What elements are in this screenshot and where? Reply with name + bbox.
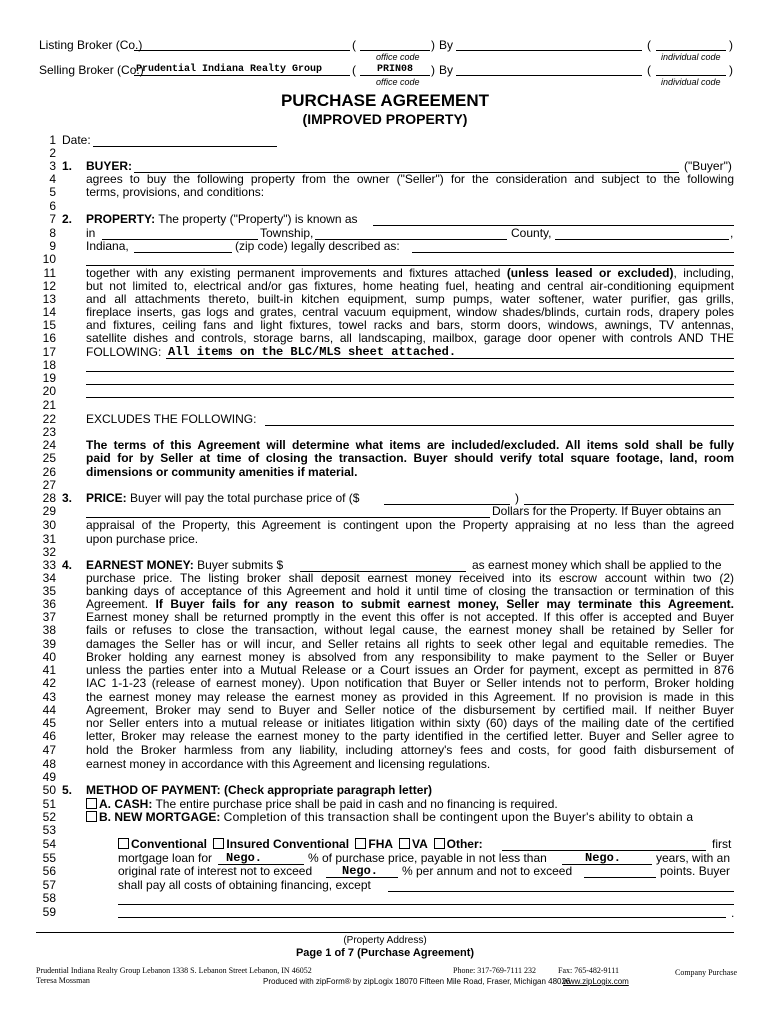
line-number: 16 (42, 331, 56, 345)
s4-line35: banking days of acceptance of this Agreement and hold it until time of closing the transaction or termination of this (86, 584, 734, 598)
s4-line42: IAC 1-1-23 (release of earnest money). Upon notification that Buyer or Seller intends not to perform, Broker holding (86, 676, 734, 690)
line-number: 24 (42, 438, 56, 452)
s4-line44: Agreement, Broker may send to Buyer and Seller notice of the disbursement by certified mail. If neither Buyer (86, 703, 734, 717)
l55b: % of purchase price, payable in not less than (308, 851, 547, 865)
loan-years-value: Nego. (585, 851, 622, 865)
line-number: 23 (42, 425, 56, 439)
line-number: 56 (42, 864, 56, 878)
individual-code-caption: individual code (661, 52, 721, 62)
listing-by-label: By (439, 38, 454, 52)
line-number: 52 (42, 810, 56, 824)
date-label: Date: (62, 133, 91, 147)
line-number: 30 (42, 518, 56, 532)
s3-line31: upon purchase price. (86, 532, 199, 546)
line-number: 21 (42, 398, 56, 412)
cash-label: A. CASH: (99, 797, 153, 811)
line-number: 46 (42, 729, 56, 743)
line-number: 47 (42, 743, 56, 757)
s2-line16: satellite dishes and controls, storage barns, all landscaping, mailbox, garage door opener with controls AND THE (86, 331, 734, 345)
line-number: 40 (42, 650, 56, 664)
line-number: 10 (42, 252, 56, 266)
line-number: 27 (42, 478, 56, 492)
s2-line14: fireplace inserts, gas logs and grates, central vacuum equipment, window shades/blinds, curtain rods, drapery poles (86, 305, 734, 319)
first-label: first (712, 837, 732, 851)
section-1-number: 1. (62, 159, 73, 173)
purchase-agreement-page: Listing Broker (Co.) ( ) By ( ) office code individual code Selling Broker (Co.) Prudential Indiana Realty Group ( PRIN08 ) By ( ) office code individual code PURCHASE AGREEMENT (IMPROVED PROPERTY) 1 2 3 4 5 6 7 8 9 10 11 12 13 14 15 16 17 18 19 20 21 22 23 24 25 26 27 28 29 30 31 32 33 34 35 36 37 38 39 40 41 42 43 44 45 46 47 48 49 50 51 52 53 54 55 56 57 58 59 Date: 1. BUYER: ("Buyer") agrees to buy the following property from the owner ("Seller") for the consideration and subject to the following terms, provisions, and conditions: 2. PROPERTY: The property ("Property") is known as in Township, County, , Indiana, (zip code) legally described as: together with any existing permanent improvements and fixtures attached (unless leased or excluded), including, but not limited to, electrical and/or gas fixtures, home heating fuel, heating and central air-conditioning equipment and all attachments thereto, built-in kitchen equipment, sump pumps, water softener, water purifier, gas grills, fireplace inserts, gas logs and grates, central vacuum equipment, window shades/blinds, curtain rods, drapery poles and fixtures, ceiling fans and light fixtures, towel racks and bars, storm doors, windows, awnings, TV antennas, satellite dishes and controls, storage barns, all landscaping, mailbox, garage door opener with controls AND THE FOLLOWING: All items on the BLC/MLS sheet attached. EXCLUDES THE FOLLOWING: The terms of this Agreement will determine what items are included/excluded. All items sold shall be fully paid for by Seller at time of closing the transaction. Buyer should verify total square footage, land, room dimensions or community amenities if material. 3. PRICE: Buyer will pay the total purchase price of ($ ) Dollars for the Property. If Buyer obtains an appraisal of the Property, this Agreement is contingent upon the Property appraising at no less than the agreed upon purchase price. 4. EARNEST MONEY: Buyer submits $ as earnest money which shall be applied to the purchase price. The listing broker shall deposit earnest money received into its escrow account within two (2) banking days of acceptance of this Agreement and hold it until time of closing the transaction or termination of this Agreement. If Buyer fails for any reason to submit earnest money, Seller may terminate this Agreement. Earnest money shall be returned promptly in the event this offer is not accepted. If this offer is accepted and Buyer fails or refuses to close the transaction, without legal cause, the earnest money shall be retained by Seller for damages the Seller has or will incur, and Seller retains all rights to seek other legal and equitable remedies. The Broker holding any earnest money is absolved from any responsibility to make payment to the Seller or Buyer unless the parties enter into a Mutual Release or a Court issues an Order for payment, except as permitted in 876 IAC 1-1-23 (release of earnest money). Upon notification that Buyer or Seller intends not to perform, Broker holding the earnest money may release the earnest money as provided in this Agreement. If no provision is made in this Agreement, Broker may send to Buyer and Seller notice of the disbursement by certified mail. If neither Buyer nor Seller enters into a mutual release or initiates litigation within sixty (60) days of the mailing date of the certified letter, Broker may release the earnest money to the party identified in the certified letter. Buyer and Seller agree to hold the Broker harmless from any liability, including attorney's fees and costs, for good faith disbursement of earnest money in accordance with this Agreement and licensing regulations. 5. METHOD OF PAYMENT: (Check appropriate paragraph letter) A. CASH: The entire purchase price shall be paid in cash and no financing is required. B. NEW MORTGAGE: Completion of this transaction shall be contingent upon the Buyer's ability to obtain a Conventional Insured Conventional FHA VA Other: first mortgage loan for Nego. % of purchase price, payable in not less than Nego. years, with an original rate of interest not to exceed Nego. % per annum and not to exceed points. Buyer shall pay all costs of obtaining financing, except . (Property Address) Page 1 of 7 (Purchase Agreement) Prudential Indiana Realty Group Lebanon 1338 S. Lebanon Street Lebanon, IN 46052 Teresa Mossman Phone: 317-769-7111 232 Fax: 765-482-9111 Company Purchase Produced with zipForm® by zipLogix 18070 Fifteen Mile Road, Fraser, Michigan 48026 www.zipLogix.com (0, 0, 770, 1024)
following-line-20[interactable] (86, 397, 734, 398)
l55c: years, with an (656, 851, 731, 865)
listing-individual-code-field[interactable] (656, 50, 726, 51)
line-number: 33 (42, 558, 56, 572)
line-number: 20 (42, 384, 56, 398)
selling-broker-label: Selling Broker (Co.) (39, 63, 144, 77)
property-known-as-text: The property ("Property") is known as (158, 212, 358, 226)
s3-line30: appraisal of the Property, this Agreement is contingent upon the Property appraising at no less than the agreed (86, 518, 734, 532)
fha-label: FHA (368, 837, 393, 851)
price-line (86, 492, 359, 505)
s2-line24: The terms of this Agreement will determine what items are included/excluded. All items sold shall be fully (86, 438, 734, 452)
line-number: 14 (42, 305, 56, 319)
s4-line48: earnest money in accordance with this Agreement and licensing regulations. (86, 757, 491, 771)
listing-broker-row (39, 38, 142, 52)
s2-line15: and fixtures, ceiling fans and light fixtures, towel racks and bars, storm doors, windows, awnings, TV antennas, (86, 318, 734, 332)
following-value: All items on the BLC/MLS sheet attached. (168, 345, 457, 359)
line-number: 50 (42, 783, 56, 797)
line59-period: . (731, 906, 735, 920)
line-number: 51 (42, 797, 56, 811)
line-number: 45 (42, 716, 56, 730)
line-number: 41 (42, 663, 56, 677)
line-number: 28 (42, 491, 56, 505)
following-label: FOLLOWING: (86, 345, 162, 359)
listing-broker-field[interactable] (134, 50, 350, 51)
line-number: 59 (42, 905, 56, 919)
county-field[interactable] (555, 239, 729, 240)
insured-conventional-checkbox[interactable] (213, 838, 224, 849)
interest-rate-value: Nego. (342, 864, 379, 878)
township-label: Township, (260, 226, 314, 240)
line-number: 43 (42, 690, 56, 704)
line-number: 22 (42, 412, 56, 426)
line-number: 34 (42, 571, 56, 585)
line-number: 18 (42, 358, 56, 372)
line-number: 15 (42, 318, 56, 332)
s4-line45: nor Seller enters into a mutual release or initiates litigation within sixty (60) days of the mailing date of the certified (86, 716, 734, 730)
cash-checkbox[interactable] (86, 798, 97, 809)
line-number: 25 (42, 451, 56, 465)
s4-line47: hold the Broker harmless from any liability, including attorney's fees and costs, for good faith disbursement of (86, 743, 734, 757)
line-number: 8 (49, 226, 56, 240)
listing-broker-label: Listing Broker (Co.) (39, 38, 143, 52)
date-field[interactable] (93, 146, 277, 147)
selling-office-code-field[interactable] (360, 75, 430, 76)
selling-broker-field[interactable] (134, 75, 350, 76)
new-mortgage-text: Completion of this transaction shall be contingent upon the Buyer's ability to obtain a (223, 810, 694, 824)
line-number: 55 (42, 851, 56, 865)
line-number: 4 (49, 172, 56, 186)
zip-label: (zip code) legally described as: (235, 239, 400, 253)
l55a: mortgage loan for (118, 851, 213, 865)
property-label: PROPERTY: (86, 212, 156, 226)
s2-line11b: (unless leased or excluded) (506, 266, 674, 280)
excludes-label: EXCLUDES THE FOLLOWING: (86, 412, 257, 426)
line-number: 54 (42, 837, 56, 851)
other-label: Other: (446, 837, 483, 851)
line-number: 58 (42, 891, 56, 905)
l56c: points. Buyer (660, 864, 731, 878)
line-number: 7 (49, 212, 56, 226)
earnest-label: EARNEST MONEY: (86, 558, 194, 572)
following-line-18[interactable] (86, 371, 734, 372)
l56b: % per annum and not to exceed (402, 864, 573, 878)
method-of-payment-label: METHOD OF PAYMENT: (Check appropriate paragraph letter) (86, 783, 433, 797)
s4-line46: letter, Broker may release the earnest money to the party identified in the certified letter. Buyer and Seller agree to (86, 729, 734, 743)
following-line-19[interactable] (86, 384, 734, 385)
line-number: 13 (42, 292, 56, 306)
page-subtitle: (IMPROVED PROPERTY) (302, 111, 468, 127)
s4-line38: fails or refuses to close the transaction, without legal cause, the earnest money shall be retained by Seller for (86, 623, 734, 637)
buyer-tag: ("Buyer") (684, 159, 732, 173)
county-label: County, (511, 226, 552, 240)
section-3-number: 3. (62, 491, 73, 505)
points-field[interactable] (584, 877, 656, 878)
s1-line4: agrees to buy the following property from the owner ("Seller") for the consideration and subject to the following (86, 172, 734, 186)
in-label: in (86, 226, 96, 240)
indiana-label: Indiana, (86, 239, 129, 253)
line-number: 49 (42, 770, 56, 784)
s4-line43: the earnest money may release the earnest money as provided in this Agreement. If no provision is made in this (86, 690, 734, 704)
cash-text: The entire purchase price shall be paid in cash and no financing is required. (155, 797, 558, 811)
line-number: 39 (42, 637, 56, 651)
va-checkbox[interactable] (399, 838, 410, 849)
s1-line5: terms, provisions, and conditions: (86, 185, 265, 199)
line-number: 12 (42, 279, 56, 293)
s2-line11c: , including, (673, 266, 734, 280)
property-known-as (86, 213, 358, 226)
office-code-caption: office code (376, 52, 420, 62)
s4-line36b: If Buyer fails for any reason to submit earnest money, Seller may terminate this Agreement. (155, 597, 734, 611)
fax: Fax: 765-482-9111 (558, 966, 619, 975)
earnest-text-a: Buyer submits $ (197, 558, 284, 572)
website-link[interactable]: www.zipLogix.com (563, 977, 629, 986)
section-2-number: 2. (62, 212, 73, 226)
line-number: 5 (49, 185, 56, 199)
s3-line29: Dollars for the Property. If Buyer obtains an (492, 504, 722, 518)
line-number: 42 (42, 676, 56, 690)
conventional-label: Conventional (131, 837, 208, 851)
option-b-row (86, 811, 693, 824)
line-number: 35 (42, 584, 56, 598)
financing-exception-line-58[interactable] (118, 904, 734, 905)
financing-exception-line-59[interactable] (118, 917, 726, 918)
s2-line11a: together with any existing permanent improvements and fixtures attached (86, 266, 501, 280)
other-checkbox[interactable] (434, 838, 445, 849)
line-number: 38 (42, 623, 56, 637)
company-line: Prudential Indiana Realty Group Lebanon 1338 S. Lebanon Street Lebanon, IN 46052 (36, 966, 312, 975)
listing-office-code-field[interactable] (360, 50, 430, 51)
loan-percent-value: Nego. (226, 851, 263, 865)
individual-code-caption-2: individual code (661, 77, 721, 87)
form-name: Company Purchase (675, 968, 737, 977)
line-number: 9 (49, 239, 56, 253)
line-number: 48 (42, 757, 56, 771)
price-label: PRICE: (86, 491, 127, 505)
s2-line25: paid for by Seller at time of closing the transaction. Buyer should verify total square footage, land, room (86, 451, 734, 465)
line-number: 36 (42, 597, 56, 611)
earnest-text-b: as earnest money which shall be applied to the (472, 558, 722, 572)
line-number: 44 (42, 703, 56, 717)
va-label: VA (411, 837, 428, 851)
line-number: 6 (49, 199, 56, 213)
l56a: original rate of interest not to exceed (118, 864, 313, 878)
line-number: 29 (42, 504, 56, 518)
line-number: 26 (42, 465, 56, 479)
line-number: 3 (49, 159, 56, 173)
fha-checkbox[interactable] (355, 838, 366, 849)
s4-line39: damages the Seller has or will incur, and Seller retains all rights to seek other legal and equitable remedies. The (86, 637, 734, 651)
price-paren: ) (515, 491, 519, 505)
line-number: 2 (49, 146, 56, 160)
line-number: 19 (42, 371, 56, 385)
mortgage-checkbox[interactable] (86, 811, 97, 822)
line-number: 53 (42, 823, 56, 837)
price-text: Buyer will pay the total purchase price of ($ (130, 491, 360, 505)
s2-line12: but not limited to, electrical and/or gas fixtures, home heating fuel, heating and central air-conditioning equipment (86, 279, 734, 293)
agent-name: Teresa Mossman (36, 976, 90, 985)
line-number: 57 (42, 878, 56, 892)
selling-broker-value: Prudential Indiana Realty Group (136, 64, 323, 75)
selling-individual-code-field[interactable] (656, 75, 726, 76)
page-title: PURCHASE AGREEMENT (280, 91, 490, 110)
line-number: 32 (42, 545, 56, 559)
line-number: 31 (42, 532, 56, 546)
line-number: 1 (49, 133, 56, 147)
s2-line26: dimensions or community amenities if material. (86, 465, 358, 479)
buyer-label: BUYER: (86, 159, 133, 173)
excludes-field[interactable] (265, 425, 734, 426)
s2-line13: and all attachments thereto, built-in kitchen equipment, sump pumps, water softener, water purifier, gas grills, (86, 292, 734, 306)
selling-agent-field[interactable] (456, 75, 642, 76)
line-number: 17 (42, 345, 56, 359)
office-code-caption-2: office code (376, 77, 420, 87)
line-number: 11 (43, 266, 56, 280)
phone: Phone: 317-769-7111 232 (453, 966, 536, 975)
property-address-line[interactable] (36, 932, 734, 933)
property-address-caption: (Property Address) (343, 935, 427, 946)
section-4-number: 4. (62, 558, 73, 572)
loan-type-row (118, 838, 483, 851)
selling-office-code-value: PRIN08 (377, 64, 414, 75)
property-address-field[interactable] (373, 225, 734, 226)
s4-line34: purchase price. The listing broker shall deposit earnest money received into its escrow account within two (2) (86, 571, 734, 585)
legal-description-field[interactable] (412, 252, 734, 253)
conventional-checkbox[interactable] (118, 838, 129, 849)
listing-agent-field[interactable] (456, 50, 642, 51)
insured-conventional-label: Insured Conventional (226, 837, 350, 851)
financing-exception-field[interactable] (388, 891, 734, 892)
s4-line36a: Agreement. (86, 597, 149, 611)
section-5-number: 5. (62, 783, 73, 797)
zip-field[interactable] (134, 252, 232, 253)
line-number: 37 (42, 610, 56, 624)
selling-by-label: By (439, 63, 454, 77)
l57: shall pay all costs of obtaining financing, except (118, 878, 371, 892)
s4-line37: Earnest money shall be returned promptly in the event this offer is not accepted. If this offer is accepted and Buyer (86, 610, 734, 624)
s4-line41: unless the parties enter into a Mutual Release or a Court issues an Order for payment, except as permitted in 876 (86, 663, 734, 677)
produced-by: Produced with zipForm® by zipLogix 18070 Fifteen Mile Road, Fraser, Michigan 48026 (263, 977, 571, 986)
s4-line40: Broker holding any earnest money is absolved from any responsibility to make payment to the Seller or Buyer (86, 650, 734, 664)
page-number: Page 1 of 7 (Purchase Agreement) (295, 947, 475, 959)
new-mortgage-label: B. NEW MORTGAGE: (99, 810, 221, 824)
